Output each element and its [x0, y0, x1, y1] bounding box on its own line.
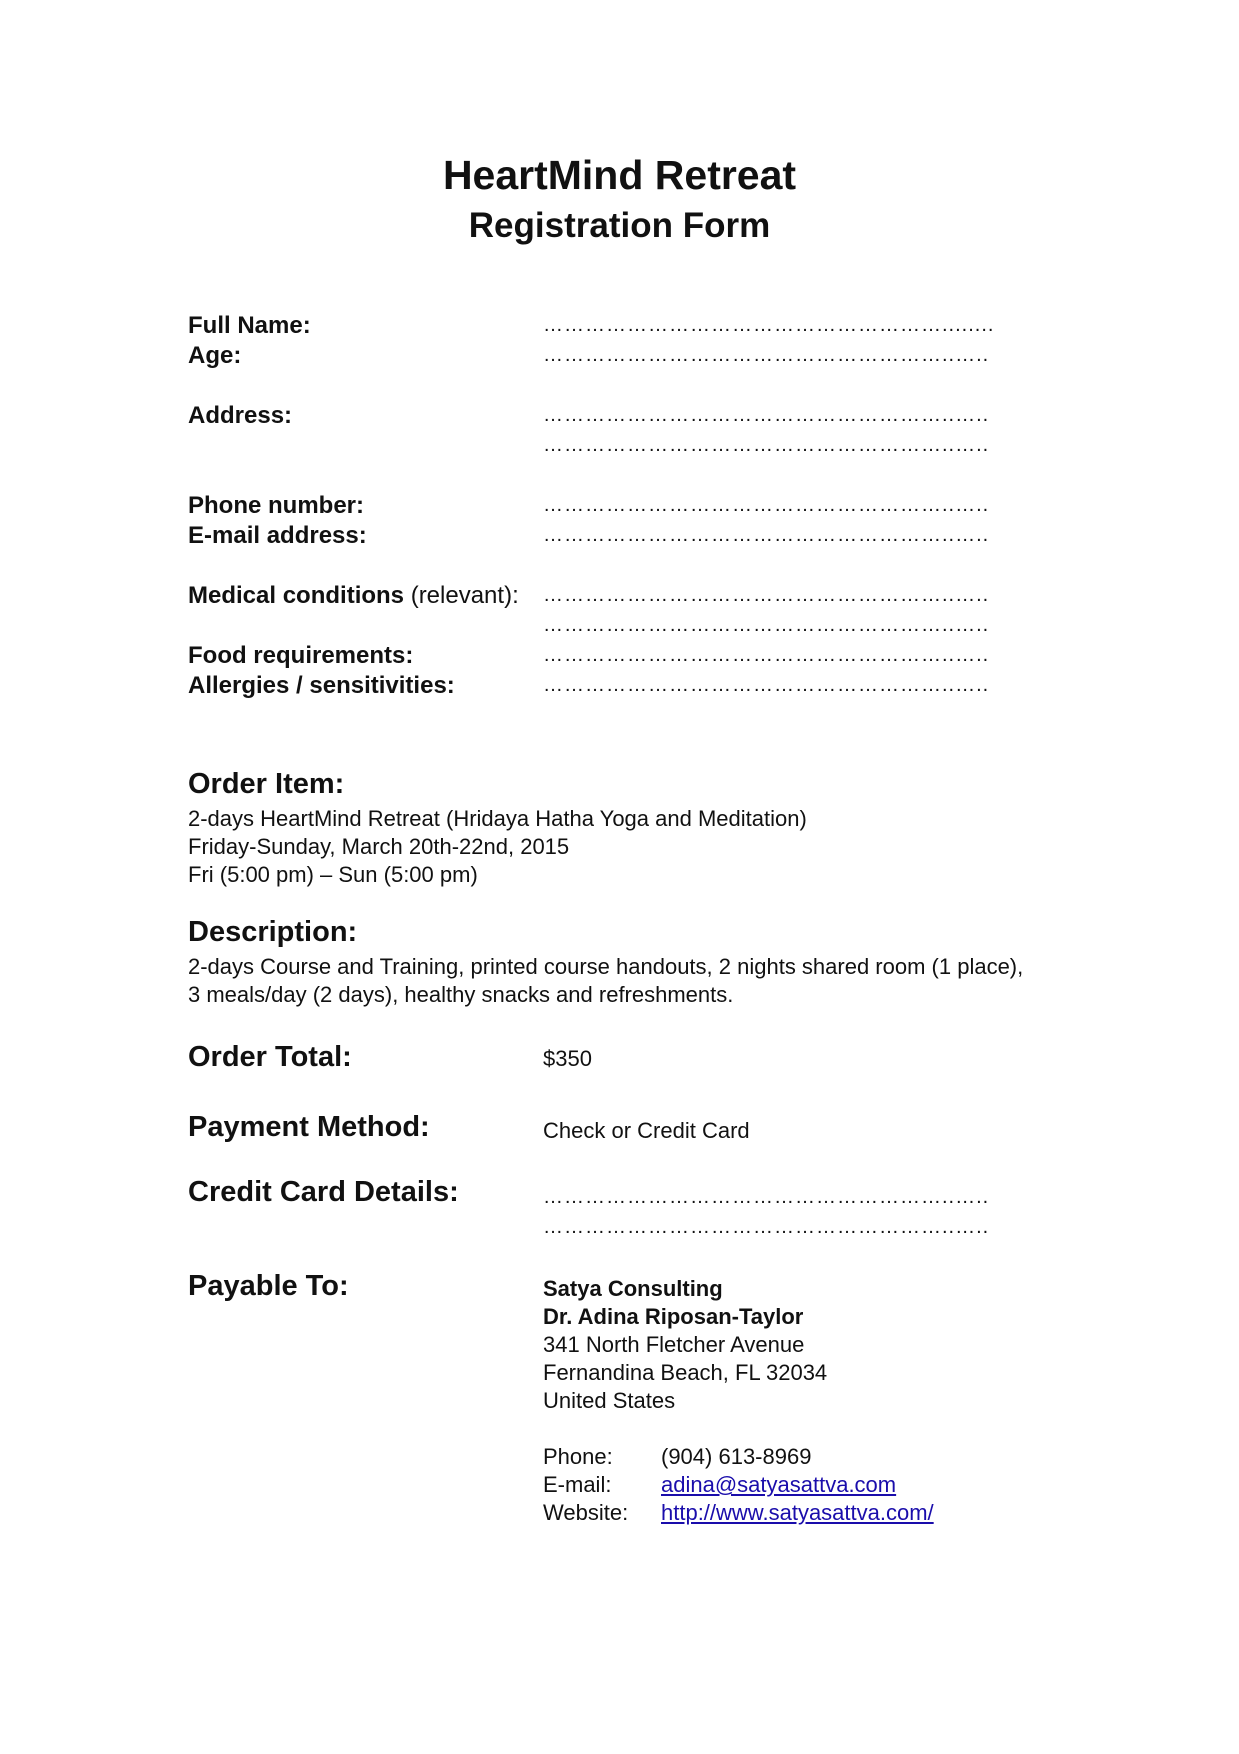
order-item-line2: Friday-Sunday, March 20th-22nd, 2015	[188, 834, 570, 859]
phone-field[interactable]: …………………………………………………..…..	[543, 494, 990, 516]
credit-card-label: Credit Card Details:	[188, 1176, 459, 1208]
allergies-field[interactable]: …………………………………………………..…..	[543, 674, 990, 696]
description-line1: 2-days Course and Training, printed course handouts, 2 nights shared room (1 place),	[188, 954, 1024, 979]
phone-label: Phone number:	[188, 492, 365, 519]
page-title: HeartMind Retreat	[442, 152, 797, 198]
order-total-value: $350	[543, 1046, 592, 1071]
payable-city: Fernandina Beach, FL 32034	[543, 1360, 828, 1385]
contact-phone-label: Phone:	[543, 1444, 613, 1469]
contact-website-link[interactable]: http://www.satyasattva.com/	[661, 1500, 934, 1525]
address-label: Address:	[188, 402, 293, 429]
order-item-line1: 2-days HeartMind Retreat (Hridaya Hatha Yoga and Meditation)	[188, 806, 807, 831]
address-field-line2[interactable]: …………………………………………………..…..	[543, 434, 990, 456]
email-label: E-mail address:	[188, 522, 367, 549]
age-field[interactable]: …………………………………………………..…..	[543, 344, 990, 366]
food-label: Food requirements:	[188, 642, 414, 669]
contact-email-label: E-mail:	[543, 1472, 612, 1497]
medical-label-note: (relevant):	[404, 582, 519, 609]
food-field[interactable]: …………………………………………………..…..	[543, 644, 990, 666]
age-label: Age:	[188, 342, 242, 369]
payable-country: United States	[543, 1388, 676, 1413]
contact-website-label: Website:	[543, 1500, 629, 1525]
payment-method-label: Payment Method:	[188, 1111, 430, 1143]
full-name-field[interactable]: …………………………………………………........	[543, 314, 995, 336]
page-subtitle: Registration Form	[468, 206, 771, 245]
credit-card-field-line2[interactable]: …………………………………………………..…..	[543, 1216, 990, 1238]
medical-label-text: Medical conditions	[188, 582, 405, 609]
contact-email-link[interactable]: adina@satyasattva.com	[661, 1472, 897, 1497]
medical-field-line2[interactable]: …………………………………………………..…..	[543, 614, 990, 636]
medical-label	[188, 582, 519, 610]
medical-field-line1[interactable]: …………………………………………………..…..	[543, 584, 990, 606]
address-field-line1[interactable]: …………………………………………………..…..	[543, 404, 990, 426]
allergies-label: Allergies / sensitivities:	[188, 672, 455, 699]
payable-company: Satya Consulting	[543, 1276, 723, 1301]
order-item-line3: Fri (5:00 pm) – Sun (5:00 pm)	[188, 862, 478, 887]
payment-method-value: Check or Credit Card	[543, 1118, 750, 1143]
order-item-heading: Order Item:	[188, 768, 345, 800]
description-line2: 3 meals/day (2 days), healthy snacks and refreshments.	[188, 982, 734, 1007]
payable-street: 341 North Fletcher Avenue	[543, 1332, 805, 1357]
payable-name: Dr. Adina Riposan-Taylor	[543, 1304, 804, 1329]
email-field[interactable]: …………………………………………………..…..	[543, 524, 990, 546]
credit-card-field-line1[interactable]: …………………………………………………..…..	[543, 1186, 990, 1208]
payable-to-label: Payable To:	[188, 1270, 349, 1302]
contact-phone-value: (904) 613-8969	[661, 1444, 812, 1469]
full-name-label: Full Name:	[188, 312, 311, 339]
order-total-label: Order Total:	[188, 1041, 352, 1073]
description-heading: Description:	[188, 916, 358, 948]
